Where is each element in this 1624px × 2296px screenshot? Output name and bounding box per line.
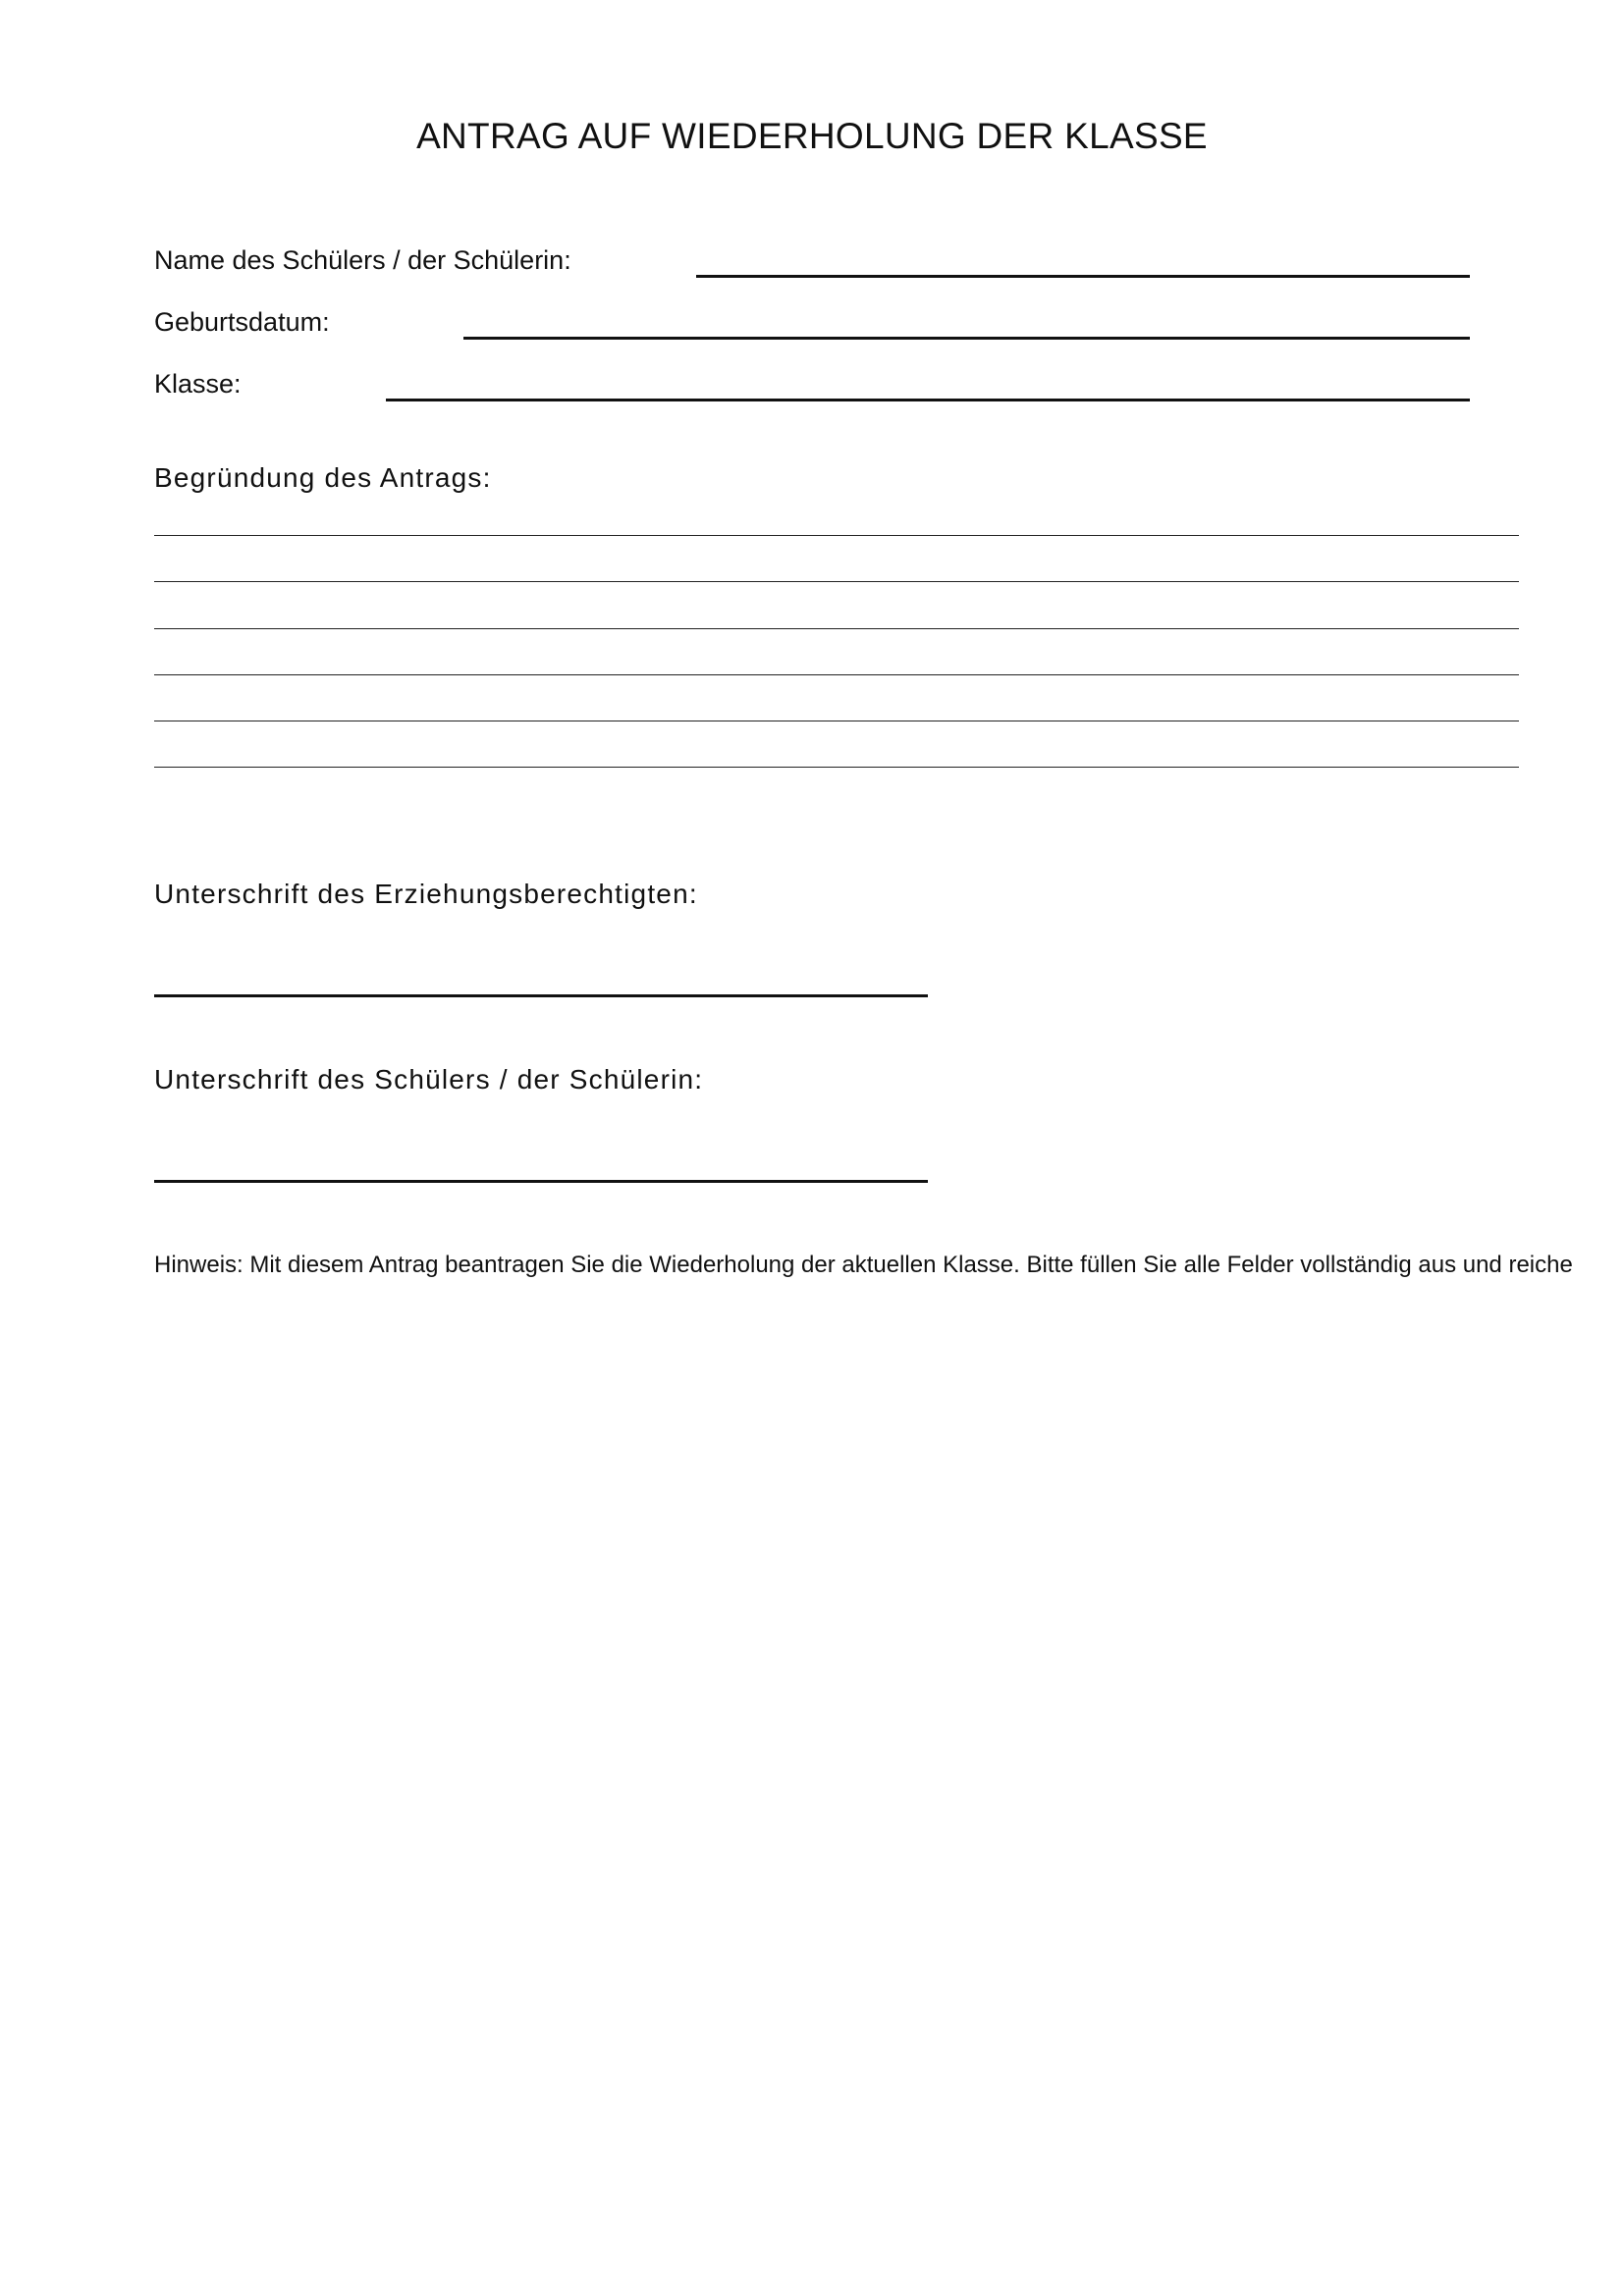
page-title: ANTRAG AUF WIEDERHOLUNG DER KLASSE	[416, 116, 1208, 156]
class-field[interactable]	[386, 399, 1470, 401]
student-name-field[interactable]	[696, 275, 1470, 278]
class-label: Klasse:	[154, 369, 242, 399]
reason-label: Begründung des Antrags:	[154, 462, 492, 493]
reason-line-3[interactable]	[154, 628, 1519, 629]
birth-date-field[interactable]	[463, 337, 1470, 340]
reason-line-4[interactable]	[154, 674, 1519, 675]
guardian-signature-label: Unterschrift des Erziehungsberechtigten:	[154, 879, 698, 909]
reason-line-2[interactable]	[154, 581, 1519, 582]
birth-date-label: Geburtsdatum:	[154, 307, 330, 337]
guardian-signature-field[interactable]	[154, 994, 928, 997]
hint-note: Hinweis: Mit diesem Antrag beantragen Sie die Wiederholung der aktuellen Klasse. Bitte füllen Sie alle Felder vollständig aus und reiche	[154, 1252, 1573, 1278]
student-signature-field[interactable]	[154, 1180, 928, 1183]
reason-line-6[interactable]	[154, 767, 1519, 768]
student-name-label: Name des Schülers / der Schülerin:	[154, 245, 571, 275]
reason-line-1[interactable]	[154, 535, 1519, 536]
student-signature-label: Unterschrift des Schülers / der Schülerin:	[154, 1064, 704, 1095]
